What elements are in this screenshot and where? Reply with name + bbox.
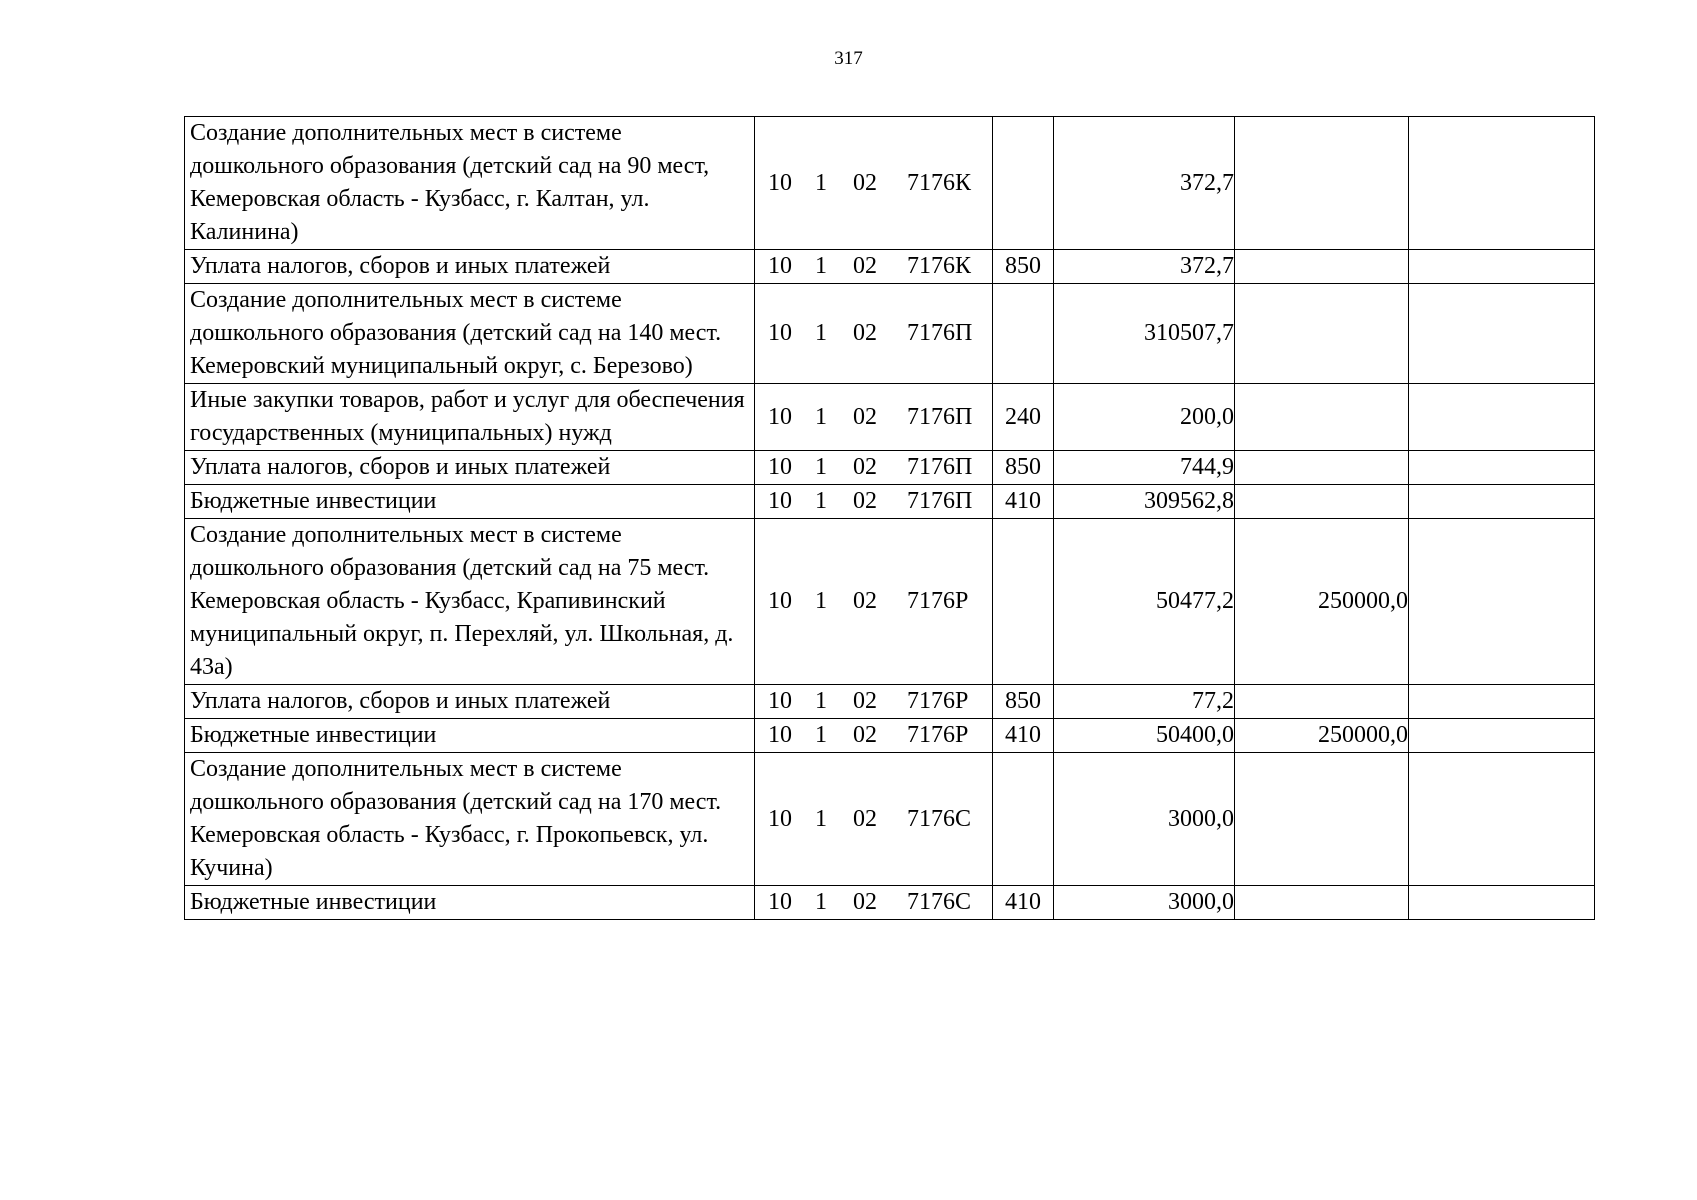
row-amount-3 — [1409, 117, 1595, 250]
code-section: 10 — [768, 320, 792, 346]
row-amount-1: 744,9 — [1054, 451, 1235, 485]
row-name: Создание дополнительных мест в системе дошкольного образования (детский сад на 170 мест. Кемеровская область - Кузбасс, г. Прокопьевск, ул. Кучина) — [185, 753, 755, 886]
page-number: 317 — [834, 48, 863, 69]
row-name: Бюджетные инвестиции — [185, 886, 755, 920]
row-amount-3 — [1409, 685, 1595, 719]
row-name: Уплата налогов, сборов и иных платежей — [185, 451, 755, 485]
code-section: 10 — [768, 688, 792, 714]
code-program: 1 — [815, 403, 827, 430]
row-amount-1: 310507,7 — [1054, 284, 1235, 384]
table-row — [185, 753, 1595, 886]
row-amount-2: 250000,0 — [1235, 519, 1409, 685]
code-section: 10 — [768, 253, 792, 279]
table-row — [185, 284, 1595, 384]
row-amount-2 — [1235, 685, 1409, 719]
row-name: Иные закупки товаров, работ и услуг для обеспечения государственных (муниципальных) нужд — [185, 384, 755, 451]
row-expense-type: 850 — [993, 451, 1054, 485]
code-program: 1 — [815, 805, 827, 832]
code-program: 1 — [815, 169, 827, 196]
budget-table-body — [185, 117, 1595, 920]
code-subprogram: 02 — [853, 722, 877, 748]
row-amount-3 — [1409, 485, 1595, 519]
code-program: 1 — [815, 588, 827, 614]
code-program: 1 — [815, 253, 827, 279]
row-code — [755, 719, 993, 753]
code-section: 10 — [768, 722, 792, 748]
row-code — [755, 519, 993, 685]
code-direction: 7176К — [907, 169, 972, 196]
code-direction: 7176С — [907, 889, 972, 915]
code-program: 1 — [815, 320, 827, 346]
code-direction: 7176П — [907, 454, 973, 480]
row-expense-type — [993, 117, 1054, 250]
row-expense-type: 850 — [993, 250, 1054, 284]
row-amount-3 — [1409, 753, 1595, 886]
budget-table — [184, 116, 1595, 920]
row-amount-3 — [1409, 250, 1595, 284]
row-amount-1: 372,7 — [1054, 250, 1235, 284]
table-row — [185, 485, 1595, 519]
row-amount-2 — [1235, 250, 1409, 284]
row-amount-2 — [1235, 284, 1409, 384]
code-subprogram: 02 — [853, 320, 877, 346]
row-name: Бюджетные инвестиции — [185, 485, 755, 519]
row-expense-type: 240 — [993, 384, 1054, 451]
code-direction: 7176Р — [907, 688, 969, 714]
row-amount-1: 3000,0 — [1054, 753, 1235, 886]
row-amount-1: 3000,0 — [1054, 886, 1235, 920]
row-code — [755, 117, 993, 250]
code-direction: 7176Р — [907, 588, 969, 614]
code-subprogram: 02 — [853, 488, 877, 514]
row-amount-3 — [1409, 719, 1595, 753]
row-amount-3 — [1409, 384, 1595, 451]
row-amount-2 — [1235, 451, 1409, 485]
row-name: Бюджетные инвестиции — [185, 719, 755, 753]
row-amount-1: 200,0 — [1054, 384, 1235, 451]
row-code — [755, 685, 993, 719]
row-code — [755, 451, 993, 485]
code-direction: 7176Р — [907, 722, 969, 748]
table-row — [185, 519, 1595, 685]
code-direction: 7176П — [907, 403, 973, 430]
row-code — [755, 284, 993, 384]
code-subprogram: 02 — [853, 588, 877, 614]
code-program: 1 — [815, 688, 827, 714]
row-amount-2 — [1235, 886, 1409, 920]
code-section: 10 — [768, 889, 792, 915]
code-program: 1 — [815, 889, 827, 915]
row-code — [755, 485, 993, 519]
row-name: Создание дополнительных мест в системе дошкольного образования (детский сад на 90 мест, Кемеровская область - Кузбасс, г. Калтан, ул. Калинина) — [185, 117, 755, 250]
code-subprogram: 02 — [853, 403, 877, 430]
code-subprogram: 02 — [853, 169, 877, 196]
row-amount-2 — [1235, 384, 1409, 451]
code-direction: 7176С — [907, 805, 972, 832]
row-code — [755, 753, 993, 886]
row-amount-3 — [1409, 519, 1595, 685]
row-amount-2 — [1235, 485, 1409, 519]
table-row — [185, 117, 1595, 250]
row-name: Создание дополнительных мест в системе дошкольного образования (детский сад на 140 мест. Кемеровский муниципальный округ, с. Березово) — [185, 284, 755, 384]
row-amount-1: 50477,2 — [1054, 519, 1235, 685]
row-amount-2: 250000,0 — [1235, 719, 1409, 753]
code-program: 1 — [815, 454, 827, 480]
row-expense-type: 410 — [993, 485, 1054, 519]
table-row — [185, 451, 1595, 485]
code-section: 10 — [768, 454, 792, 480]
code-section: 10 — [768, 169, 792, 196]
row-amount-3 — [1409, 284, 1595, 384]
row-code — [755, 886, 993, 920]
code-section: 10 — [768, 805, 792, 832]
code-direction: 7176К — [907, 253, 972, 279]
code-direction: 7176П — [907, 320, 973, 346]
code-direction: 7176П — [907, 488, 973, 514]
row-expense-type: 410 — [993, 886, 1054, 920]
code-subprogram: 02 — [853, 253, 877, 279]
row-amount-1: 50400,0 — [1054, 719, 1235, 753]
code-program: 1 — [815, 488, 827, 514]
row-expense-type — [993, 519, 1054, 685]
row-amount-1: 77,2 — [1054, 685, 1235, 719]
row-name: Уплата налогов, сборов и иных платежей — [185, 685, 755, 719]
row-name: Уплата налогов, сборов и иных платежей — [185, 250, 755, 284]
row-expense-type — [993, 753, 1054, 886]
code-subprogram: 02 — [853, 688, 877, 714]
code-subprogram: 02 — [853, 889, 877, 915]
row-amount-3 — [1409, 886, 1595, 920]
row-amount-2 — [1235, 117, 1409, 250]
row-amount-3 — [1409, 451, 1595, 485]
row-name: Создание дополнительных мест в системе дошкольного образования (детский сад на 75 мест. Кемеровская область - Кузбасс, Крапивинский муниципальный округ, п. Перехляй, ул. Школьная, д. 43а) — [185, 519, 755, 685]
code-section: 10 — [768, 488, 792, 514]
row-expense-type: 850 — [993, 685, 1054, 719]
table-row — [185, 685, 1595, 719]
row-code — [755, 384, 993, 451]
table-row — [185, 250, 1595, 284]
row-expense-type: 410 — [993, 719, 1054, 753]
row-amount-2 — [1235, 753, 1409, 886]
row-amount-1: 309562,8 — [1054, 485, 1235, 519]
row-code — [755, 250, 993, 284]
code-section: 10 — [768, 588, 792, 614]
table-row — [185, 384, 1595, 451]
table-row — [185, 886, 1595, 920]
row-amount-1: 372,7 — [1054, 117, 1235, 250]
code-subprogram: 02 — [853, 805, 877, 832]
code-section: 10 — [768, 403, 792, 430]
row-expense-type — [993, 284, 1054, 384]
table-row — [185, 719, 1595, 753]
code-program: 1 — [815, 722, 827, 748]
code-subprogram: 02 — [853, 454, 877, 480]
